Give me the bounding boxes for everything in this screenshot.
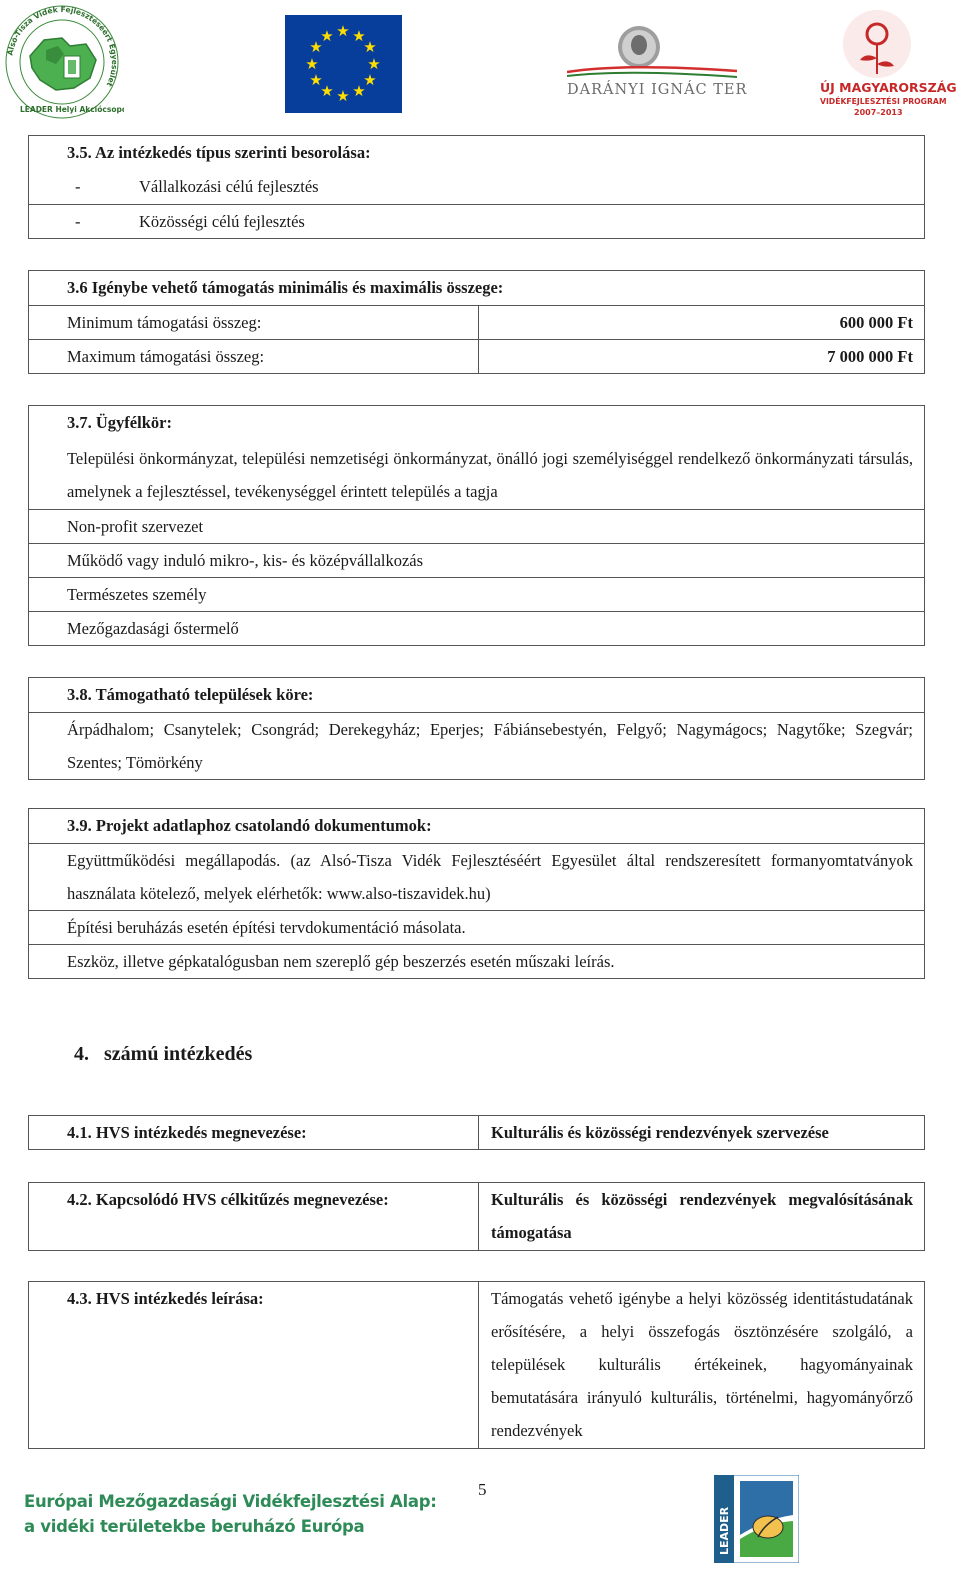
section-3-9-title: 3.9. Projekt adatlaphoz csatolandó dokumentumok: — [67, 816, 432, 835]
list-item-text: Működő vagy induló mikro-, kis- és középvállalkozás — [67, 550, 424, 570]
list-item — [29, 611, 924, 645]
max-amount-label: Maximum támogatási összeg: — [29, 340, 479, 373]
svg-text:LEADER Helyi Akciócsoport: LEADER Helyi Akciócsoport — [20, 105, 124, 114]
section-4-3-label-text: 4.3. HVS intézkedés leírása: — [67, 1289, 264, 1308]
min-amount-value: 600 000 Ft — [839, 312, 913, 332]
list-item — [29, 509, 924, 543]
svg-text:Alsó-Tisza Vidék Fejlesztéséér: Alsó-Tisza Vidék Fejlesztéséért Egyesület — [5, 4, 120, 89]
section-3-6-title: 3.6 Igénybe vehető támogatás minimális és maximális összege: — [67, 278, 504, 297]
section-4-3-label — [29, 1282, 479, 1448]
svg-text:★: ★ — [320, 82, 334, 100]
list-item — [29, 440, 924, 509]
svg-text:LEADER: LEADER — [718, 1506, 731, 1555]
list-item-text: Együttműködési megállapodás. (az Alsó-Tisza Vidék Fejlesztéséért Egyesület által rendszeresített formanyomtatványok használata kötelező, melyek elérhetők: www.also-tiszavidek.hu) — [67, 851, 913, 903]
svg-text:★: ★ — [305, 55, 319, 73]
svg-text:★: ★ — [309, 38, 323, 56]
section-4-3-value: Támogatás vehető igénybe a helyi közösség identitástudatának erősítésére, a helyi összefogás ösztönzésére szolgáló, a települések kulturális értékeinek, hagyományainak bemutatására irányuló kulturális, történelmi, hagyományőrző rendezvények — [491, 1289, 913, 1440]
footer-line-1: Európai Mezőgazdasági Vidékfejlesztési Alap: — [24, 1492, 437, 1511]
leader-action-group-logo — [0, 4, 124, 120]
section-title-row — [29, 136, 924, 170]
list-item — [29, 577, 924, 611]
section-4-heading: 4. számú intézkedés — [74, 1043, 253, 1065]
min-amount-label: Minimum támogatási összeg: — [29, 306, 479, 339]
section-3-7-title: 3.7. Ügyfélkör: — [67, 413, 172, 432]
svg-text:2007–2013: 2007–2013 — [854, 108, 903, 117]
page-number: 5 — [478, 1480, 487, 1499]
section-4-3-table — [28, 1281, 925, 1449]
section-3-5-table — [28, 135, 925, 239]
footer-eafrd-text — [24, 1489, 437, 1539]
section-3-7-table — [28, 405, 925, 646]
svg-text:★: ★ — [352, 27, 366, 45]
section-4-1-label: 4.1. HVS intézkedés megnevezése: — [29, 1116, 479, 1149]
list-item-text: Non-profit szervezet — [67, 516, 204, 536]
max-amount-value: 7 000 000 Ft — [827, 346, 913, 366]
section-3-5-title: 3.5. Az intézkedés típus szerinti besorolása: — [67, 143, 371, 162]
leader-logo — [714, 1475, 799, 1563]
list-item-text: Eszköz, illetve gépkatalógusban nem szereplő gép beszerzés esetén műszaki leírás. — [67, 951, 615, 971]
list-item-text: Mezőgazdasági őstermelő — [67, 618, 239, 638]
uj-magyarorszag-logo — [820, 8, 960, 120]
svg-text:ÚJ MAGYARORSZÁG: ÚJ MAGYARORSZÁG — [820, 80, 957, 95]
list-item — [29, 910, 924, 944]
settlements-row — [29, 712, 924, 779]
svg-text:★: ★ — [320, 27, 334, 45]
section-4-2-label: 4.2. Kapcsolódó HVS célkitűzés megnevezése: — [29, 1183, 479, 1250]
list-item-text: Közösségi célú fejlesztés — [139, 211, 305, 231]
section-3-9-table — [28, 808, 925, 979]
svg-text:★: ★ — [336, 22, 350, 40]
section-title-row — [29, 678, 924, 712]
section-title-row — [29, 406, 924, 440]
min-amount-row — [29, 305, 924, 339]
eu-flag-logo — [285, 15, 402, 113]
settlements-text: Árpádhalom; Csanytelek; Csongrád; Derekegyház; Eperjes; Fábiánsebestyén, Felgyő; Nagymágocs; Nagytőke; Szegvár; Szentes; Tömörkény — [67, 720, 913, 772]
section-4-1-table — [28, 1115, 925, 1150]
section-3-6-table — [28, 270, 925, 374]
section-4-2-value: Kulturális és közösségi rendezvények megvalósításának támogatása — [491, 1190, 913, 1242]
section-title-row — [29, 271, 924, 305]
list-item-text: Települési önkormányzat, települési nemzetiségi önkormányzat, önálló jogi személyiséggel rendelkező önkormányzati társulás, amelynek a fejlesztéssel, tevékenységgel érintett település a tagja — [67, 448, 913, 501]
footer-line-2: a vidéki területekbe beruházó Európa — [24, 1517, 365, 1536]
svg-text:DARÁNYI IGNÁC TERV: DARÁNYI IGNÁC TERV — [567, 82, 747, 98]
svg-text:★: ★ — [352, 82, 366, 100]
list-item: - Közösségi célú fejlesztés — [29, 204, 924, 238]
list-item-text: Vállalkozási célú fejlesztés — [139, 177, 319, 196]
section-4-1-value: Kulturális és közösségi rendezvények szervezése — [491, 1123, 829, 1142]
svg-text:★: ★ — [367, 55, 381, 73]
list-item-text: Természetes személy — [67, 584, 207, 604]
section-3-8-title: 3.8. Támogatható települések köre: — [67, 685, 314, 704]
list-item-text: Építési beruházás esetén építési tervdokumentáció másolata. — [67, 917, 466, 937]
svg-text:★: ★ — [363, 38, 377, 56]
svg-text:VIDÉKFEJLESZTÉSI PROGRAM: VIDÉKFEJLESZTÉSI PROGRAM — [820, 97, 947, 106]
max-amount-row — [29, 339, 924, 373]
svg-text:★: ★ — [336, 87, 350, 105]
svg-text:★: ★ — [309, 71, 323, 89]
section-title-row — [29, 809, 924, 843]
list-item — [29, 944, 924, 978]
section-4-2-table — [28, 1182, 925, 1251]
section-3-8-table — [28, 677, 925, 780]
list-item — [29, 543, 924, 577]
list-item — [29, 843, 924, 910]
list-item: - Vállalkozási célú fejlesztés — [75, 177, 319, 196]
svg-text:★: ★ — [363, 71, 377, 89]
daranyi-ignac-terv-logo — [567, 25, 747, 100]
